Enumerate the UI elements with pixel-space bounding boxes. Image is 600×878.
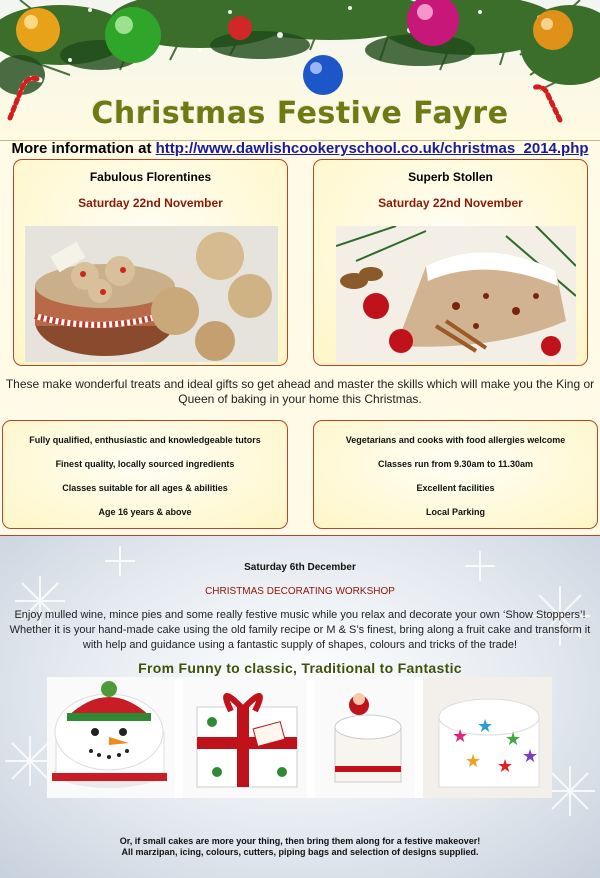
feature-item: Classes suitable for all ages & abilities [62, 483, 228, 493]
svg-text:★: ★ [477, 716, 494, 737]
event-title: Superb Stollen [408, 170, 493, 184]
svg-text:★: ★ [452, 726, 469, 747]
workshop-date: Saturday 6th December [244, 562, 356, 573]
stollen-photo [336, 226, 576, 362]
feature-item: Local Parking [425, 507, 486, 517]
event-date: Saturday 22nd November [78, 196, 223, 210]
feature-item: Finest quality, locally sourced ingredients [55, 459, 235, 469]
workshop-footer-line1: Or, if small cakes are more your thing, then bring them along for a festive makeover! [119, 836, 481, 846]
florentines-photo [25, 226, 278, 362]
page-title: Christmas Festive Fayre [91, 96, 509, 131]
event-card-florentines [13, 159, 288, 366]
cakes-gallery [47, 677, 552, 798]
feature-item: Vegetarians and cooks with food allergies welcome [345, 435, 566, 445]
christmas-info-link[interactable]: http://www.dawlishcookeryschool.co.uk/christmas_2014.php [155, 140, 589, 157]
feature-item: Excellent facilities [416, 483, 495, 493]
event-date: Saturday 22nd November [378, 196, 523, 210]
workshop-name: CHRISTMAS DECORATING WORKSHOP [205, 586, 395, 597]
svg-text:★: ★ [505, 729, 522, 750]
event-title: Fabulous Florentines [89, 170, 212, 184]
svg-text:★: ★ [497, 756, 514, 777]
features-right-box [313, 420, 598, 529]
svg-text:★: ★ [522, 746, 539, 767]
decorated-cakes-photos [47, 677, 552, 798]
header-banner [0, 0, 600, 141]
info-line [0, 140, 600, 159]
features-left-list [3, 421, 287, 517]
svg-text:★: ★ [465, 751, 482, 772]
workshop-footer [0, 836, 600, 858]
feature-item: Fully qualified, enthusiastic and knowledgeable tutors [29, 435, 261, 445]
workshop-section [0, 535, 600, 878]
event-card-stollen [313, 159, 588, 366]
workshop-footer-line2: All marzipan, icing, colours, cutters, piping bags and selection of designs supplied. [121, 847, 479, 857]
intro-paragraph: These make wonderful treats and ideal gifts so get ahead and master the skills which will make you the King or Queen of baking in your home this Christmas. [5, 377, 595, 406]
features-right-list [314, 421, 597, 517]
features-left-box [2, 420, 288, 529]
workshop-tagline: From Funny to classic, Traditional to Fantastic [138, 660, 462, 676]
feature-item: Age 16 years & above [98, 507, 192, 517]
workshop-description: Enjoy mulled wine, mince pies and some really festive music while you relax and decorate your own ‘Show Stoppers’! Whether it is your hand-made cake using the old family recipe or M & S’s finest, bring along a fruit cake and transform it with help and guidance using a fantastic supply of shapes, colours and tricks of the trade! [9, 609, 591, 651]
info-prefix: More information at [11, 140, 152, 157]
feature-item: Classes run from 9.30am to 11.30am [377, 459, 534, 469]
